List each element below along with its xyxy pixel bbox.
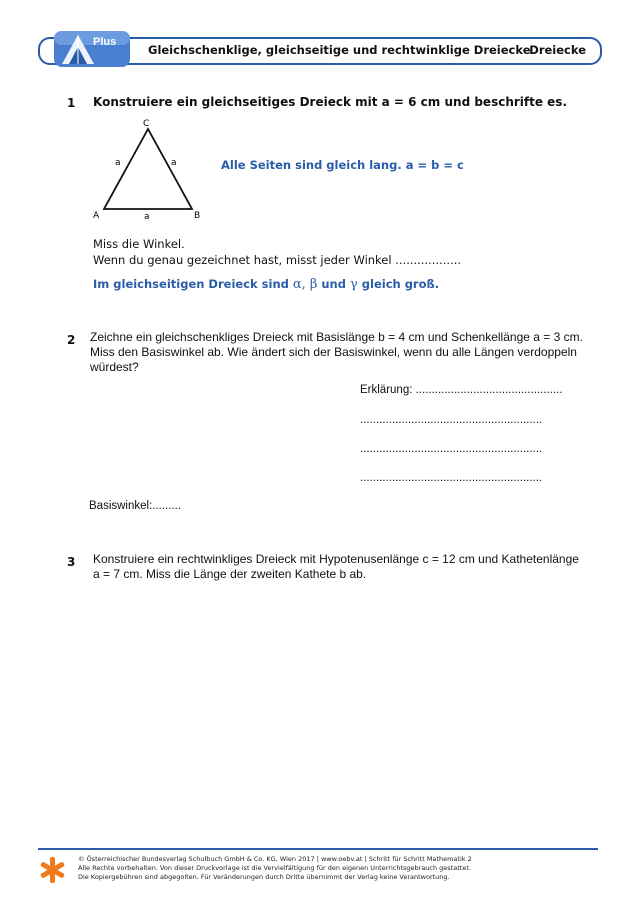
task-number-1: 1 bbox=[67, 96, 76, 110]
footer-copyright bbox=[78, 855, 472, 882]
task3-line-2: a = 7 cm. Miss die Länge der zweiten Kathete b ab. bbox=[93, 567, 367, 581]
footer-line-2: Alle Rechte vorbehalten. Von dieser Druckvorlage ist die Vervielfältigung für den eigenen Unterrichtsgebrauch gestattet. bbox=[78, 864, 471, 872]
answer-line-1: ......................................................... bbox=[360, 414, 543, 426]
plus-logo-icon bbox=[52, 31, 132, 67]
task3-line-1: Konstruiere ein rechtwinkliges Dreieck mit Hypotenusenlänge c = 12 cm und Kathetenlänge bbox=[93, 552, 579, 566]
task-number-2: 2 bbox=[67, 333, 76, 347]
gamma-symbol: γ bbox=[349, 277, 358, 292]
footer-line-1: © Österreichischer Bundesverlag Schulbuch GmbH & Co. KG, Wien 2017 | www.oebv.at | Schritt für Schritt Mathematik 2 bbox=[78, 855, 472, 863]
logo-label: Plus bbox=[93, 36, 117, 48]
topic-label: Dreiecke bbox=[529, 43, 586, 57]
side-label-right: a bbox=[171, 158, 177, 168]
equilateral-triangle-diagram bbox=[90, 115, 210, 225]
task2-line-3: würdest? bbox=[90, 360, 139, 374]
answer-sides-equal: Alle Seiten sind gleich lang. a = b = c bbox=[221, 158, 464, 172]
task2-line-2: Miss den Basiswinkel ab. Wie ändert sich der Basiswinkel, wenn du alle Längen verdoppeln bbox=[90, 345, 577, 359]
answer-angles-prefix: Im gleichseitigen Dreieck sind bbox=[93, 277, 289, 291]
page-title: Gleichschenklige, gleichseitige und rechtwinklige Dreiecke bbox=[148, 43, 531, 57]
answer-and-word: und bbox=[321, 277, 346, 291]
answer-angles-equal bbox=[93, 277, 439, 292]
side-label-bottom: a bbox=[144, 212, 150, 222]
answer-line-3: ......................................................... bbox=[360, 472, 543, 484]
task1-instruction: Konstruiere ein gleichseitiges Dreieck mit a = 6 cm und beschrifte es. bbox=[93, 95, 568, 109]
vertex-label-a: A bbox=[93, 211, 100, 221]
publisher-logo-icon bbox=[38, 855, 66, 885]
beta-symbol: β bbox=[309, 277, 318, 292]
task-number-3: 3 bbox=[67, 555, 76, 569]
footer-divider bbox=[38, 848, 598, 850]
base-angle-line: Basiswinkel:......... bbox=[89, 500, 182, 512]
answer-line-2: ......................................................... bbox=[360, 443, 543, 455]
answer-angles-suffix: gleich groß. bbox=[361, 277, 440, 291]
side-label-left: a bbox=[115, 158, 121, 168]
alpha-symbol: α, bbox=[292, 277, 306, 292]
footer-line-3: Die Kopiergebühren sind abgegolten. Für Veränderungen durch Dritte übernimmt der Verlag keine Verantwortung. bbox=[78, 873, 450, 881]
vertex-label-b: B bbox=[194, 211, 201, 221]
vertex-label-c: C bbox=[143, 119, 150, 129]
explanation-line: Erklärung: .............................................. bbox=[360, 384, 563, 396]
measure-angles-text: Miss die Winkel. bbox=[93, 237, 185, 251]
task2-line-1: Zeichne ein gleichschenkliges Dreieck mit Basislänge b = 4 cm und Schenkellänge a = 3 cm. bbox=[90, 330, 583, 344]
angle-question-text: Wenn du genau gezeichnet hast, misst jeder Winkel .................. bbox=[93, 253, 462, 267]
